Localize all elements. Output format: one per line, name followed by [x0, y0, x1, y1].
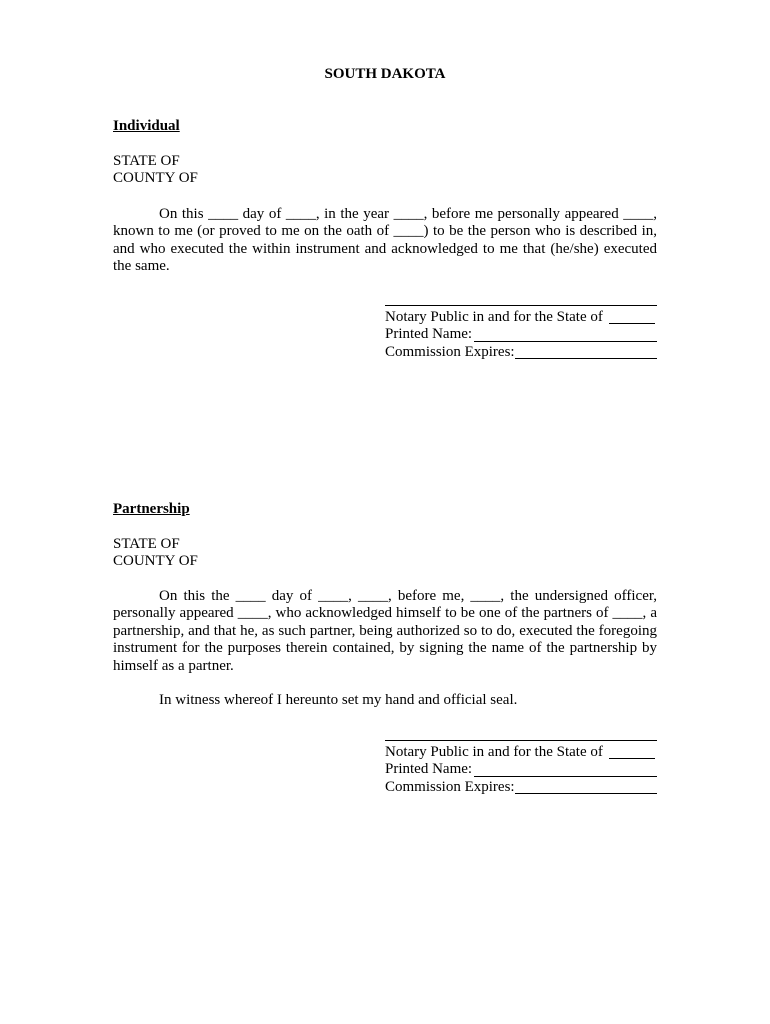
- printed-name-label: Printed Name:: [385, 761, 473, 778]
- commission-expires-blank: [515, 779, 657, 794]
- notary-state-label: Notary Public in and for the State of: [385, 743, 603, 760]
- commission-expires-label: Commission Expires:: [385, 778, 515, 795]
- individual-county-label: COUNTY OF: [113, 170, 198, 186]
- commission-expires-row: [385, 779, 657, 796]
- individual-acknowledgment-text: On this ____ day of ____, in the year ____, before me personally appeared ____, known to me (or proved to me on the oath of ____) to be the person who is described in, and who executed the within instrument and acknowledged to me that (he/she) executed the same.: [113, 206, 657, 275]
- notary-state-blank: [609, 309, 655, 324]
- printed-name-label: Printed Name:: [385, 326, 473, 343]
- partnership-state-label: STATE OF: [113, 536, 180, 552]
- notary-state-label: Notary Public in and for the State of: [385, 308, 603, 325]
- signature-line: [385, 305, 657, 306]
- printed-name-blank: [474, 327, 657, 342]
- commission-expires-label: Commission Expires:: [385, 343, 515, 360]
- signature-line: [385, 740, 657, 741]
- printed-name-blank: [474, 762, 657, 777]
- partnership-signature-block: [385, 727, 657, 796]
- notary-state-blank: [609, 744, 655, 759]
- commission-expires-blank: [515, 344, 657, 359]
- partnership-acknowledgment-text: On this the ____ day of ____, ____, before me, ____, the undersigned officer, personally appeared ____, who acknowledged himself to be one of the partners of ____, a partnership, and that he, as such partner, being authorized so to do, executed the foregoing instrument for the purposes therein contained, by signing the name of the partnership by himself as a partner.: [113, 588, 657, 674]
- partnership-heading: Partnership: [113, 501, 190, 517]
- printed-name-row: [385, 761, 657, 778]
- witness-statement: In witness whereof I hereunto set my hand and official seal.: [159, 692, 518, 708]
- individual-signature-block: [385, 292, 657, 361]
- partnership-county-label: COUNTY OF: [113, 553, 198, 569]
- notary-state-row: [385, 744, 657, 761]
- individual-state-label: STATE OF: [113, 153, 180, 169]
- document-title: SOUTH DAKOTA: [324, 66, 446, 82]
- printed-name-row: [385, 326, 657, 343]
- commission-expires-row: [385, 344, 657, 361]
- notary-state-row: [385, 309, 657, 326]
- individual-heading: Individual: [113, 118, 180, 134]
